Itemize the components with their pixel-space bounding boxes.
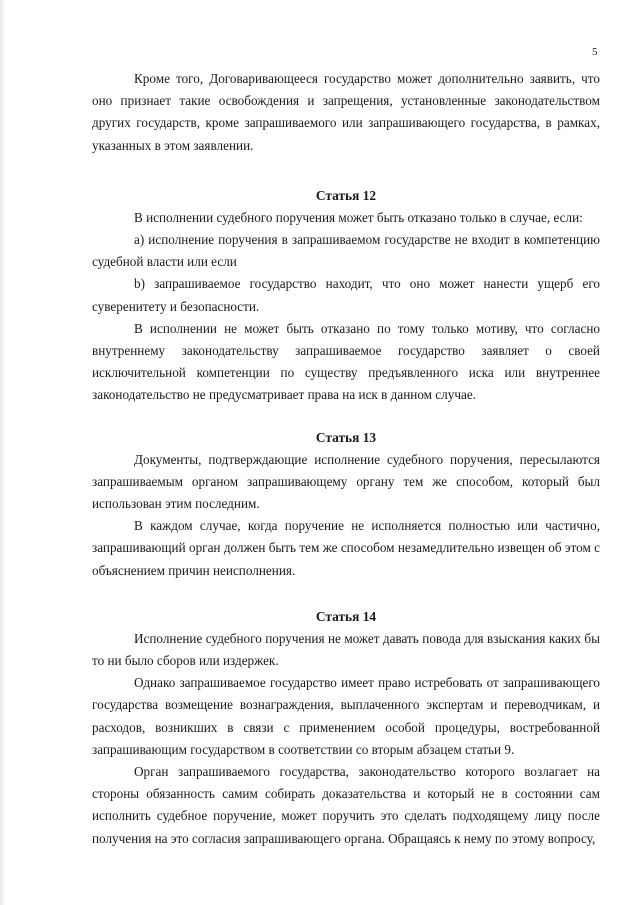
article-13-paragraph-2: В каждом случае, когда поручение не исполняется полностью или частично, запрашивающий орган должен быть тем же способом незамедлительно извещен об этом с объяснением причин неисполнения. [92, 518, 600, 578]
article-12-heading: Статья 12 [315, 187, 377, 203]
article-14-paragraph-1: Исполнение судебного поручения не может давать повода для взыскания каких бы то ни было сборов или издержек. [92, 630, 600, 669]
spacer [92, 157, 600, 185]
page-edge-shadow [0, 0, 6, 905]
page-number: 5 [592, 46, 598, 58]
article-14-heading: Статья 14 [315, 608, 377, 624]
article-12-paragraph-2: В исполнении не может быть отказано по тому только мотиву, что согласно внутреннему законодательству запрашиваемое государство заявляет о своей исключительной компетенции по существу предъявленного иска или внутреннее законодательство не предусматривает права на иск в данном случае. [92, 320, 600, 403]
article-13 [92, 427, 600, 582]
article-14 [92, 606, 600, 850]
article-12-paragraph-1: В исполнении судебного поручения может быть отказано только в случае, если: [134, 209, 583, 225]
article-12-item-b: b) запрашиваемое государство находит, что оно может нанести ущерб его суверенитету и безопасности. [92, 276, 600, 314]
article-13-paragraph-1: Документы, подтверждающие исполнение судебного поручения, пересылаются запрашиваемым органом запрашивающему органу тем же способом, который был использован этим последним. [92, 451, 600, 512]
article-14-paragraph-3: Орган запрашиваемого государства, законодательство которого возлагает на стороны обязанность самим собирать доказательства и который не в состоянии сам исполнить судебное поручение, может поручить это сделать подходящему лицу после получения на это согласия запрашивающего органа. Обращаясь к нему по этому вопросу, [92, 764, 600, 846]
article-13-heading: Статья 13 [315, 429, 377, 445]
document-body [92, 68, 600, 850]
intro-paragraph: Кроме того, Договаривающееся государство может дополнительно заявить, что оно признает такие освобождения и запрещения, установленные законодательством других государств, кроме запрашиваемого или запрашивающего государства, в рамках, указанных в этом заявлении. [92, 71, 600, 153]
article-14-paragraph-2: Однако запрашиваемое государство имеет право истребовать от запрашивающего государства возмещение вознаграждения, выплаченного экспертам и переводчикам, и расходов, возникших в связи с применением особой процедуры, востребованной запрашивающим государством в соответствии со вторым абзацем статьи 9. [92, 675, 600, 757]
article-12 [92, 185, 600, 407]
spacer [92, 407, 600, 427]
spacer [92, 582, 600, 606]
article-12-item-a: a) исполнение поручения в запрашиваемом государстве не входит в компетенцию судебной власти или если [92, 232, 600, 270]
